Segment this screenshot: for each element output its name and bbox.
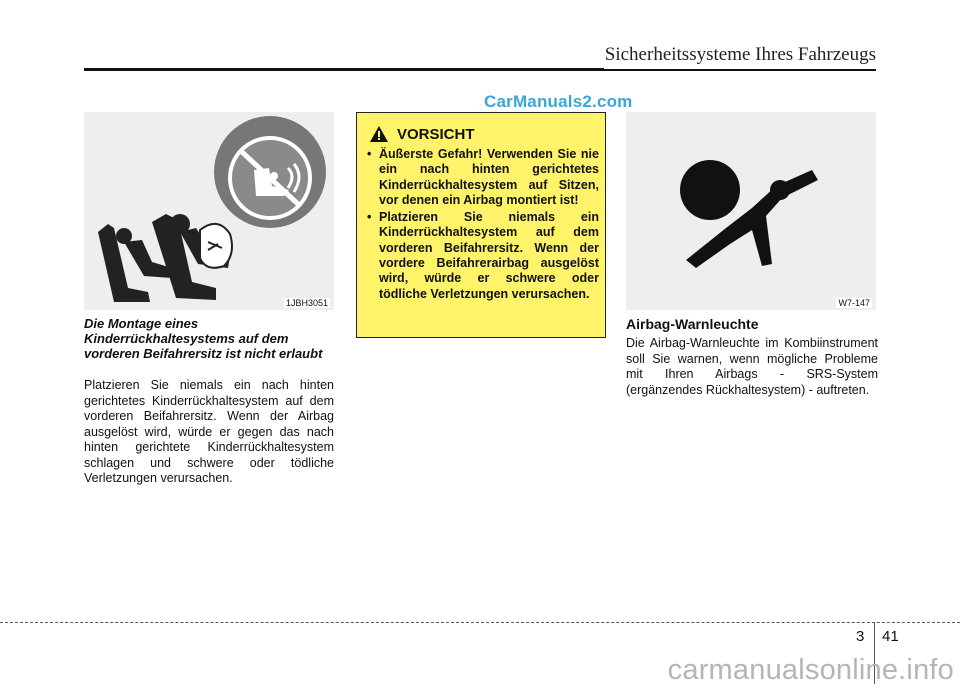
warning-item-text: Platzieren Sie niemals ein Kinderrückhaltesystem auf dem vorderen Beifahrersitz. Wenn der vordere Beifahrerairbag ausgelöst wird, würde er schwere oder tödliche Verletzungen verursachen. [379, 210, 599, 301]
watermark-top: CarManuals2.com [484, 92, 633, 111]
watermark-bottom: carmanualsonline.info [667, 654, 954, 686]
page-header-title: Sicherheitssysteme Ihres Fahrzeugs [604, 44, 876, 65]
child-seat-warning-graphic [84, 112, 334, 310]
airbag-symbol-ball [680, 160, 740, 220]
warning-item-text: Äußerste Gefahr! Verwenden Sie nie ein nach hinten gerichtetes Kinderrückhaltesystem auf Sitzen, vor denen ein Airbag montiert ist! [379, 147, 599, 207]
airbag-warning-light-illustration [626, 112, 876, 310]
figure-caption: Die Montage eines Kinderrückhaltesystems auf dem vorderen Beifahrersitz ist nicht erlaubt [84, 316, 323, 361]
warning-header [369, 123, 475, 145]
warning-item [367, 147, 599, 208]
warning-list [367, 147, 599, 304]
bullet: • [367, 147, 372, 161]
section-heading: Airbag-Warnleuchte [626, 316, 759, 332]
airbag-warning-symbol [626, 112, 876, 310]
footer-rule [0, 622, 960, 623]
header-rule-thin [600, 69, 876, 71]
warning-title: VORSICHT [397, 125, 475, 143]
header-rule [84, 68, 604, 71]
bullet: • [367, 210, 372, 225]
figure-code-left: 1JBH3051 [285, 298, 328, 308]
child-seat-airbag-illustration [84, 112, 334, 310]
warning-box [356, 112, 606, 338]
warning-triangle-icon [369, 125, 389, 143]
figure-code-right: W7-147 [838, 298, 870, 308]
body-text-left: Platzieren Sie niemals ein nach hinten gerichtetes Kinderrückhaltesystem auf dem vorderen Beifahrersitz. Wenn der Airbag ausgelöst wird, würde er gegen das nach hinten gerichtete Kinderrückhaltesystem schlagen und schwere oder tödliche Verletzungen verursachen. [84, 378, 334, 485]
chapter-number: 3 [856, 628, 865, 645]
body-text-right: Die Airbag-Warnleuchte im Kombiinstrument soll Sie warnen, wenn mögliche Probleme mit Ihren Airbags - SRS-System (ergänzendes Rückhaltesystem) - auftreten. [626, 336, 878, 397]
page-number: 41 [882, 628, 899, 645]
warning-item [367, 210, 599, 302]
